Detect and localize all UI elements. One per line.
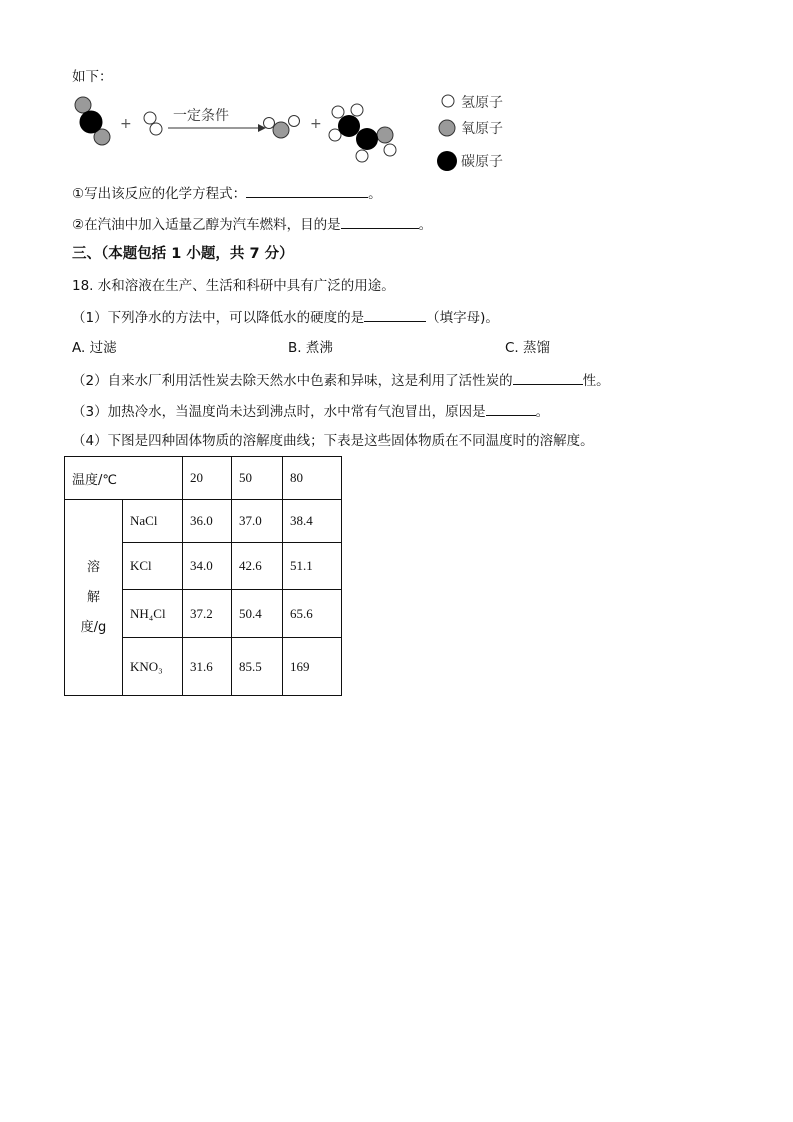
reactant-molecule-2 [144,112,162,135]
substance-name: NaCl [123,500,183,543]
reaction-diagram [64,88,534,176]
temp-cell: 20 [183,457,232,500]
solubility-value: 50.4 [232,590,283,638]
substance-name: NH₄Cl [123,590,183,638]
solubility-value: 37.0 [232,500,283,543]
q17-item2-answer-blank[interactable] [341,214,419,229]
option-c: C. 蒸馏 [505,340,551,356]
substance-name: KNO₃ [123,638,183,696]
q17-item1-answer-blank[interactable] [246,183,368,198]
solubility-value: 65.6 [283,590,342,638]
carbon-legend-icon [437,151,457,171]
q18-part1-answer-blank[interactable] [364,307,426,322]
product-molecule-1 [264,116,300,139]
q18-part2 [72,370,610,390]
table-header-row [65,457,342,500]
q17-item2-suffix: 。 [418,217,433,233]
legend-hydrogen-label: 氢原子 [461,95,503,111]
temp-cell: 80 [283,457,342,500]
plus-sign-2: + [310,116,322,132]
q18-part3-text: （3）加热冷水，当温度尚未达到沸点时，水中常有气泡冒出，原因是 [72,404,486,420]
product-molecule-2 [329,104,396,162]
q18-part1-text: （1）下列净水的方法中，可以降低水的硬度的是 [72,310,365,326]
q17-item2 [72,214,432,234]
solubility-value: 42.6 [232,543,283,590]
section-heading: 三、（本题包括 1 小题，共 7 分） [72,246,294,262]
legend-oxygen-label: 氧原子 [461,121,503,137]
reaction-arrow [168,124,266,132]
q18-part3-suffix: 。 [535,404,550,420]
q17-item1-text: ①写出该反应的化学方程式： [72,186,247,202]
option-a: A. 过滤 [72,340,117,356]
side-label-char: 溶 [86,559,100,575]
side-label-char: 度/g [80,619,107,635]
q18-stem: 18. 水和溶液在生产、生活和科研中具有广泛的用途。 [72,278,395,294]
q17-item1-suffix: 。 [368,186,382,202]
solubility-value: 37.2 [183,590,232,638]
option-b: B. 煮沸 [288,340,333,356]
solubility-value: 38.4 [283,500,342,543]
q18-part4: （4）下图是四种固体物质的溶解度曲线；下表是这些固体物质在不同温度时的溶解度。 [72,433,594,449]
q18-part2-answer-blank[interactable] [513,370,583,385]
solubility-value: 34.0 [183,543,232,590]
q18-part3 [72,401,549,421]
legend-carbon-label: 碳原子 [461,154,503,170]
reactant-molecule-1 [75,97,110,145]
temperature-header: 温度/℃ [65,457,183,500]
table-row [65,500,342,543]
oxygen-legend-icon [439,120,455,136]
q17-item2-text: ②在汽油中加入适量乙醇为汽车燃料，目的是 [72,217,341,233]
atom-legend [437,95,503,171]
solubility-value: 51.1 [283,543,342,590]
q18-part1 [72,307,499,327]
solubility-table [64,456,342,696]
reaction-condition: 一定条件 [173,108,229,124]
q18-part2-suffix: 性。 [582,373,610,389]
solubility-value: 85.5 [232,638,283,696]
solubility-value: 169 [283,638,342,696]
temp-cell: 50 [232,457,283,500]
solubility-value: 31.6 [183,638,232,696]
solubility-side-label [65,500,123,696]
solubility-value: 36.0 [183,500,232,543]
side-label-char: 解 [86,589,100,605]
intro-text: 如下： [72,69,113,85]
q18-part3-answer-blank[interactable] [486,401,536,416]
q17-item1 [72,183,382,203]
hydrogen-legend-icon [442,95,454,107]
q18-part1-suffix: （填字母)。 [426,310,499,326]
substance-name: KCl [123,543,183,590]
q18-part2-text: （2）自来水厂利用活性炭去除天然水中色素和异味，这是利用了活性炭的 [72,373,513,389]
plus-sign-1: + [120,116,132,132]
